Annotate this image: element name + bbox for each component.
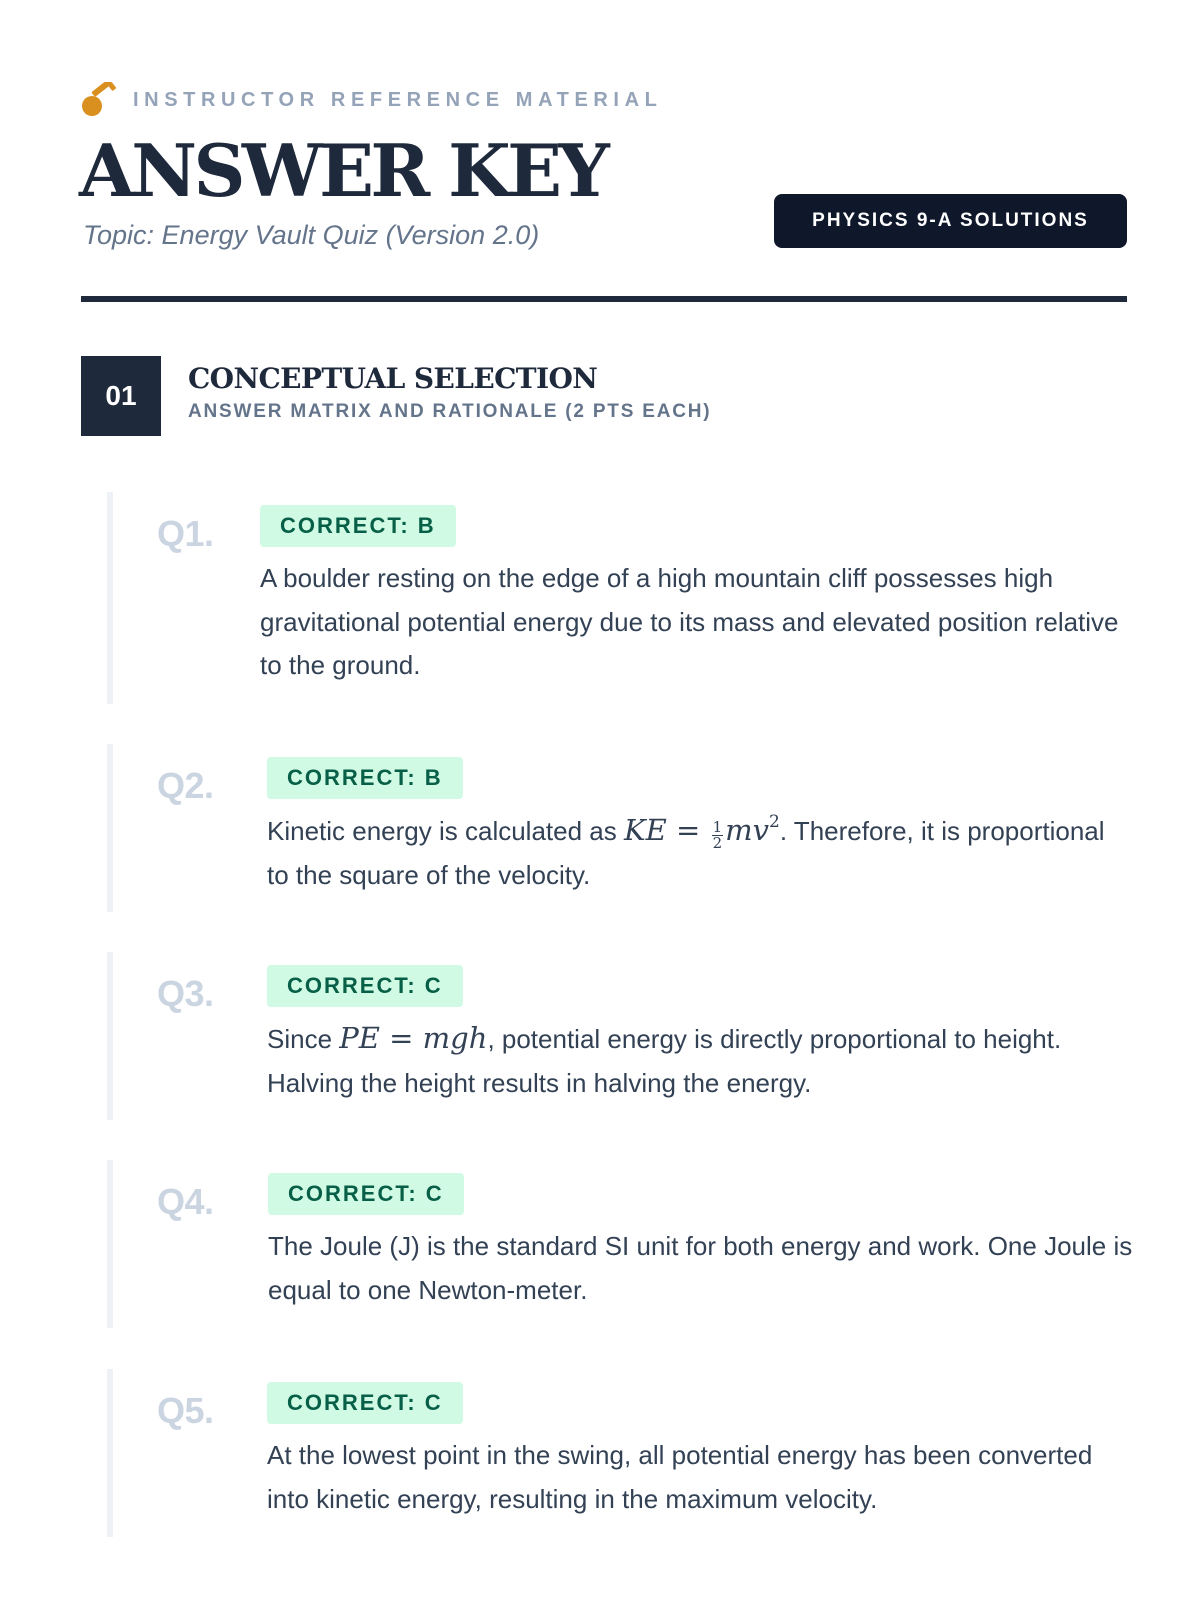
question-number: Q2. [157,765,214,806]
answer-key-page [79,0,1133,1514]
question-body [260,505,1133,688]
kinetic-energy-formula [623,812,780,852]
correct-answer-badge: CORRECT: C [268,1173,464,1215]
potential-energy-formula: PE = mgh [339,1021,488,1055]
key-icon [81,82,119,118]
correct-answer-badge: CORRECT: B [267,757,463,799]
question-item [107,492,1133,704]
question-rationale [267,809,1133,897]
section-number: 01 [81,356,161,436]
rationale-text: Since [267,1024,340,1054]
question-body [268,1173,1133,1312]
formula-equals: = [666,813,710,847]
question-rationale: A boulder resting on the edge of a high mountain cliff possesses high gravitational potential energy due to its mass and elevated position relative to the ground. [260,563,1119,680]
question-number: Q1. [157,513,214,554]
fraction-one-half [712,820,724,851]
page-subtitle: Topic: Energy Vault Quiz (Version 2.0) [83,220,540,250]
question-item [107,952,1133,1120]
rationale-text: , potential energy is directly proportional to height. Halving the height results in halving the energy. [267,1024,1062,1098]
fraction-numerator: 1 [712,818,723,836]
rationale-text: Kinetic energy is calculated as [267,816,624,846]
question-item [107,1369,1133,1537]
section-title: CONCEPTUAL SELECTION [188,362,598,395]
eyebrow-text: INSTRUCTOR REFERENCE MATERIAL [133,89,663,111]
question-body [267,1382,1133,1521]
correct-answer-badge: CORRECT: C [267,965,463,1007]
section-header [81,356,1127,436]
question-number: Q5. [157,1390,214,1431]
question-body [267,965,1133,1105]
formula-rhs: mv [725,813,769,847]
question-rationale [267,1017,1133,1105]
page-title: ANSWER KEY [79,128,607,213]
course-badge: PHYSICS 9-A SOLUTIONS [774,194,1127,248]
question-item [107,744,1133,912]
rationale-text: . Therefore, it is proportional to the square of the velocity. [267,816,1105,890]
question-body [267,757,1133,897]
formula-exponent: 2 [769,812,780,832]
correct-answer-badge: CORRECT: B [260,505,456,547]
header-divider [81,296,1127,302]
question-item [107,1160,1133,1328]
question-number: Q4. [157,1181,214,1222]
formula-lhs: KE [623,813,667,847]
eyebrow [81,82,662,118]
question-rationale: At the lowest point in the swing, all potential energy has been converted into kinetic energy, resulting in the maximum velocity. [267,1440,1093,1514]
document-header [81,0,1127,306]
question-rationale: The Joule (J) is the standard SI unit for both energy and work. One Joule is equal to one Newton-meter. [268,1231,1133,1305]
section-subtitle: ANSWER MATRIX AND RATIONALE (2 PTS EACH) [188,401,712,422]
question-number: Q3. [157,973,214,1014]
fraction-denominator: 2 [712,834,723,852]
correct-answer-badge: CORRECT: C [267,1382,463,1424]
